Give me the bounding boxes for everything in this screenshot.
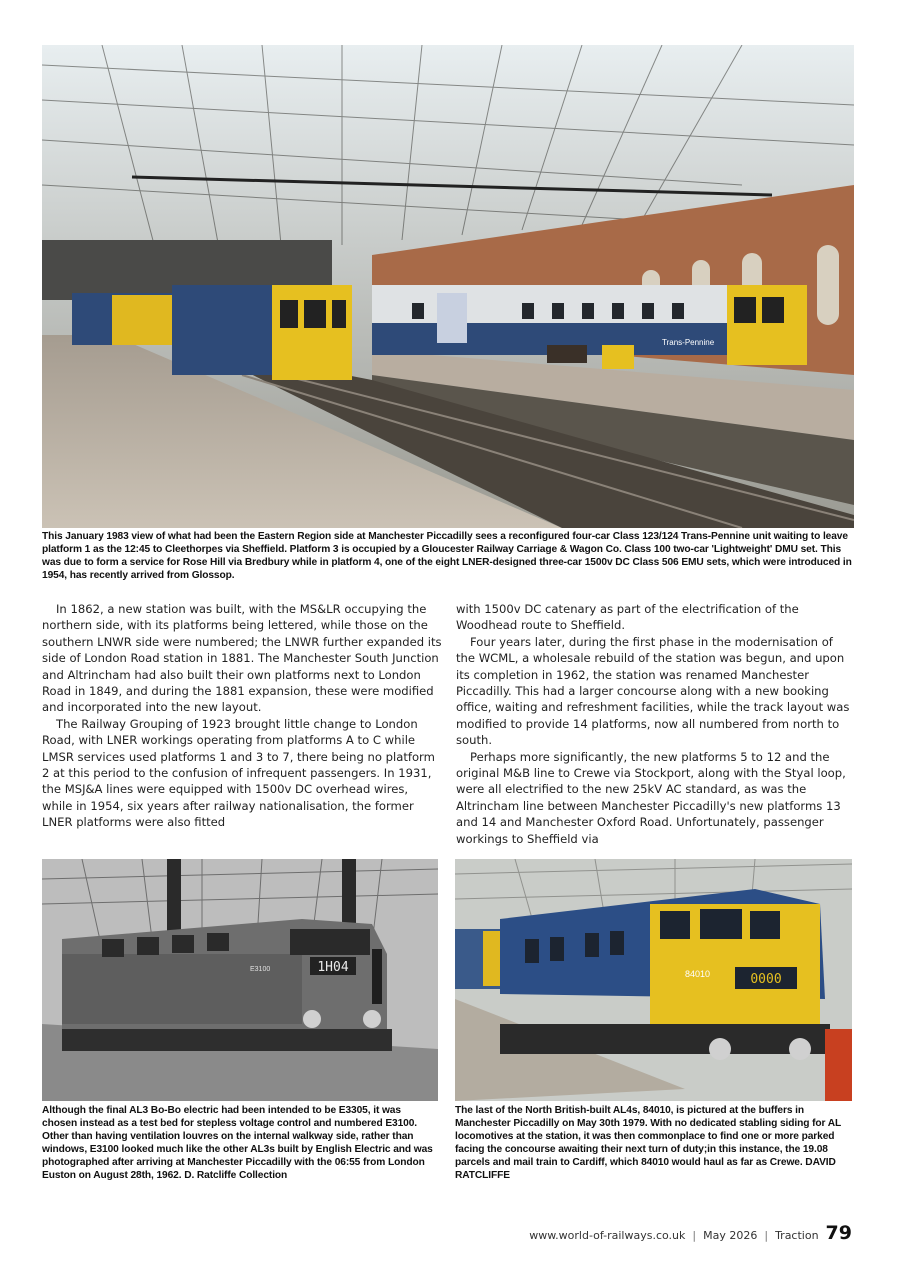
- caption-top-text: This January 1983 view of what had been the Eastern Region side at Manchester Piccadilly sees a reconfigured four-car Class 123/124 Trans-Pennine unit waiting to leave platform 1 as the 12:45 to Cleethorpes via Sheffield. Platform 3 is occupied by a Gloucester Railway Carriage & Wagon Co. Class 100 two-car 'Lightweight' DMU set. This was due to form a service for Rose Hill via Bredbury while in platform 4, one of the eight LNER-designed three-car 1500v DC Class 506 EMU sets, which were introduced in 1954, has recently arrived from Glossop.: [42, 531, 852, 581]
- caption-bottom-left-text: Although the final AL3 Bo-Bo electric had been intended to be E3305, it was chosen instead as a test bed for stepless voltage control and numbered E3100. Other than having ventilation louvres on the internal walkway side, rather than windows, E3100 looked much like the other AL3s built by English Electric and was photographed after arriving at Manchester Piccadilly with the 06:55 from London Euston on August 28th, 1962. D. Ratcliffe Collection: [42, 1105, 433, 1181]
- photo-top-station: [42, 45, 854, 528]
- page-number: 79: [825, 1222, 852, 1244]
- loco-number-e3100: E3100: [250, 966, 271, 973]
- body-paragraph: The Railway Grouping of 1923 brought little change to London Road, with LNER workings operating from platforms A to C while LMSR services used platforms 1 and 3 to 7, there being no platform 2 at this period to the confusion of infrequent passengers. In 1931, the MSJ&A lines were equipped with 1500v DC overhead wires, while in 1954, six years after railway nationalisation, the former LNER platforms were also fitted: [42, 716, 435, 830]
- body-continuation: with 1500v DC catenary as part of the electrification of the Woodhead route to Sheffield.: [456, 602, 799, 633]
- page-footer: [529, 1222, 852, 1244]
- headcode-1h04: 1H04: [317, 960, 349, 975]
- caption-bottom-right: [455, 1104, 852, 1182]
- body-paragraph: Perhaps more significantly, the new platforms 5 to 12 and the original M&B line to Crewe via Stockport, along with the Styal loop, were all electrified to the new 25kV AC standard, as was the Altrincham line between Manchester Piccadilly's new platforms 13 and 14 and Manchester Oxford Road. Unfortunately, passenger workings to Sheffield via: [456, 749, 846, 846]
- footer-website[interactable]: www.world-of-railways.co.uk: [529, 1229, 686, 1242]
- footer-issue: May 2026: [703, 1229, 758, 1242]
- caption-bottom-left: [42, 1104, 438, 1182]
- body-column-left: [42, 601, 442, 831]
- headcode-0000: 0000: [750, 972, 782, 987]
- body-column-right: [456, 601, 854, 847]
- footer-separator: |: [692, 1229, 697, 1242]
- body-paragraph: In 1862, a new station was built, with the MS&LR occupying the northern side, with its platforms being lettered, while those on the southern LNWR side were numbered; the LNWR further expanded its side of London Road station in 1881. The Manchester South Junction and Altrincham had also built their own platforms next to London Road in 1849, and during the 1881 expansion, these were modified and incorporated into the new layout.: [42, 602, 442, 715]
- photo-e3100: [42, 859, 438, 1101]
- caption-top: [42, 530, 854, 582]
- footer-separator: |: [764, 1229, 769, 1242]
- trans-pennine-label: Trans-Pennine: [662, 338, 715, 347]
- photo-84010: [455, 859, 852, 1101]
- loco-number-84010: 84010: [685, 969, 711, 979]
- caption-bottom-right-text: The last of the North British-built AL4s, 84010, is pictured at the buffers in Manchester Piccadilly on May 30th 1979. With no dedicated stabling siding for AL locomotives at the station, it was then commonplace to find one or more parked facing the concourse awaiting their next turn of duty;in this instance, the 19.08 parcels and mail train to Cardiff, which 84010 would haul as far as Crewe. DAVID RATCLIFFE: [455, 1105, 841, 1181]
- footer-magazine: Traction: [775, 1229, 819, 1242]
- body-paragraph: Four years later, during the first phase in the modernisation of the WCML, a wholesale rebuild of the station was begun, and upon its completion in 1962, the station was renamed Manchester Piccadilly. This had a larger concourse along with a new booking office, waiting and refreshment facilities, while the track layout was modified to provide 14 platforms, now all numbered from north to south.: [456, 634, 850, 748]
